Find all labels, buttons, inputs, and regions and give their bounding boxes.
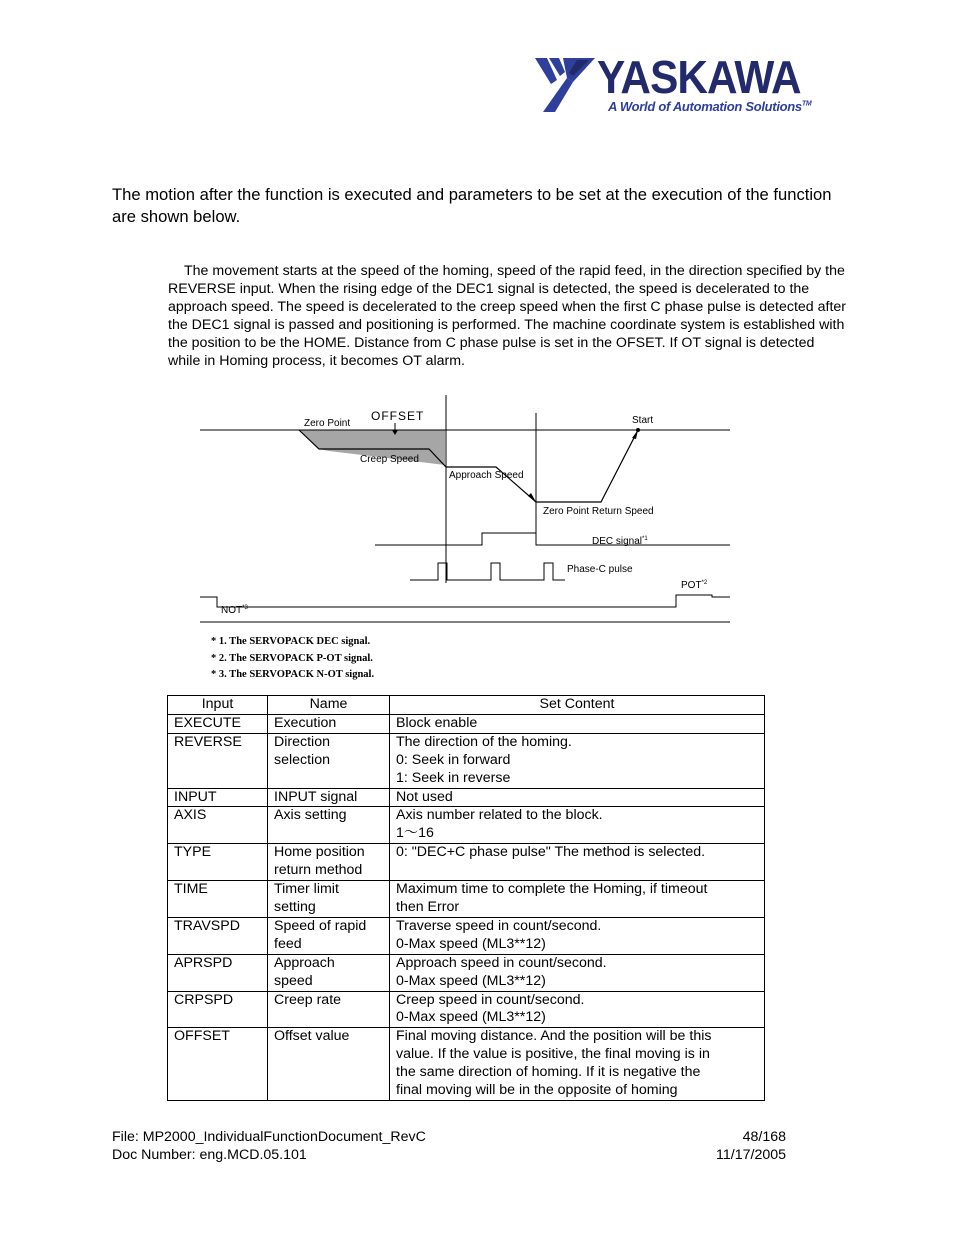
table-row xyxy=(168,807,765,844)
table-row xyxy=(168,881,765,918)
yaskawa-logo xyxy=(533,52,823,118)
header-input: Input xyxy=(168,696,268,715)
offset-label: OFFSET xyxy=(371,409,425,423)
cell-name: Approach speed xyxy=(268,954,390,991)
cell-set-content: Axis number related to the block. 1～16 xyxy=(390,807,765,844)
cell-name: Speed of rapid feed xyxy=(268,917,390,954)
cell-input: APRSPD xyxy=(168,954,268,991)
table-row xyxy=(168,714,765,733)
footnote-3: * 3. The SERVOPACK N-OT signal. xyxy=(211,669,375,680)
approach-speed-label: Approach Speed xyxy=(449,470,524,481)
intro-paragraph: The motion after the function is executed and parameters to be set at the execution of the function are shown below. xyxy=(112,185,832,226)
cell-set-content: Creep speed in count/second. 0-Max speed (ML3**12) xyxy=(390,991,765,1028)
page-footer xyxy=(112,1129,786,1164)
cell-name: Direction selection xyxy=(268,733,390,788)
table-row xyxy=(168,1028,765,1101)
table-row xyxy=(168,917,765,954)
cell-set-content: Final moving distance. And the position will be this value. If the value is positive, the final moving is in the same direction of homing. If it is negative the final moving will be in the opposite of homing xyxy=(390,1028,765,1101)
footnote-1: * 1. The SERVOPACK DEC signal. xyxy=(211,636,371,647)
table-row xyxy=(168,844,765,881)
footer-file: File: MP2000_IndividualFunctionDocument_RevC xyxy=(112,1129,426,1145)
table-header-row xyxy=(168,696,765,715)
dec-signal-waveform xyxy=(375,533,730,545)
cell-name: Timer limit setting xyxy=(268,881,390,918)
cell-name: Execution xyxy=(268,714,390,733)
zero-point-label: Zero Point xyxy=(304,418,351,429)
cell-input: OFFSET xyxy=(168,1028,268,1101)
logo-tagline: A World of Automation Solutions™ xyxy=(608,99,812,114)
start-label: Start xyxy=(632,415,654,426)
cell-set-content: Approach speed in count/second. 0-Max speed (ML3**12) xyxy=(390,954,765,991)
cell-input: TRAVSPD xyxy=(168,917,268,954)
cell-name: INPUT signal xyxy=(268,788,390,807)
description-paragraph: The movement starts at the speed of the homing, speed of the rapid feed, in the direction specified by the REVERSE input. When the rising edge of the DEC1 signal is detected, the speed is decelerated to the approach speed. The speed is decelerated to the creep speed when the first C phase pulse is detected after the DEC1 signal is passed and positioning is performed. The machine coordinate system is established with the position to be the HOME. Distance from C phase pulse is set in the OFSET. If OT signal is detected while in Homing process, it becomes OT alarm. xyxy=(168,263,847,369)
cell-input: REVERSE xyxy=(168,733,268,788)
footer-page-number: 48/168 xyxy=(742,1129,786,1145)
footnote-2: * 2. The SERVOPACK P-OT signal. xyxy=(211,653,373,664)
cell-set-content: 0: "DEC+C phase pulse" The method is selected. xyxy=(390,844,765,881)
homing-timing-diagram xyxy=(195,393,735,683)
yaskawa-logo-mark-icon xyxy=(533,54,599,116)
return-speed-label: Zero Point Return Speed xyxy=(543,506,654,517)
cell-set-content: The direction of the homing. 0: Seek in forward 1: Seek in reverse xyxy=(390,733,765,788)
cell-set-content: Not used xyxy=(390,788,765,807)
cell-name: Axis setting xyxy=(268,807,390,844)
dec-signal-label: DEC signal$^{*1}$ xyxy=(592,536,648,547)
cell-name: Creep rate xyxy=(268,991,390,1028)
pot-label: POT$^{*2}$ xyxy=(681,580,708,591)
cell-input: TYPE xyxy=(168,844,268,881)
cell-input: TIME xyxy=(168,881,268,918)
ot-signal-waveform xyxy=(200,595,730,607)
cell-name: Offset value xyxy=(268,1028,390,1101)
logo-wordmark: YASKAWA xyxy=(597,51,801,103)
phase-c-pulse-waveform xyxy=(410,563,565,580)
header-set-content: Set Content xyxy=(390,696,765,715)
cell-set-content: Block enable xyxy=(390,714,765,733)
footer-doc-number: Doc Number: eng.MCD.05.101 xyxy=(112,1146,307,1163)
table-row xyxy=(168,788,765,807)
cell-input: INPUT xyxy=(168,788,268,807)
header-name: Name xyxy=(268,696,390,715)
table-row xyxy=(168,733,765,788)
cell-input: AXIS xyxy=(168,807,268,844)
cell-input: CRPSPD xyxy=(168,991,268,1028)
cell-name: Home position return method xyxy=(268,844,390,881)
cell-set-content: Maximum time to complete the Homing, if timeout then Error xyxy=(390,881,765,918)
cell-input: EXECUTE xyxy=(168,714,268,733)
not-label: NOT$^{*3}$ xyxy=(221,605,248,616)
footer-date: 11/17/2005 xyxy=(716,1146,786,1163)
table-row xyxy=(168,954,765,991)
phase-c-pulse-label: Phase-C pulse xyxy=(567,564,633,575)
parameter-table xyxy=(167,695,765,1101)
creep-speed-label: Creep Speed xyxy=(360,454,419,465)
cell-set-content: Traverse speed in count/second. 0-Max speed (ML3**12) xyxy=(390,917,765,954)
table-row xyxy=(168,991,765,1028)
